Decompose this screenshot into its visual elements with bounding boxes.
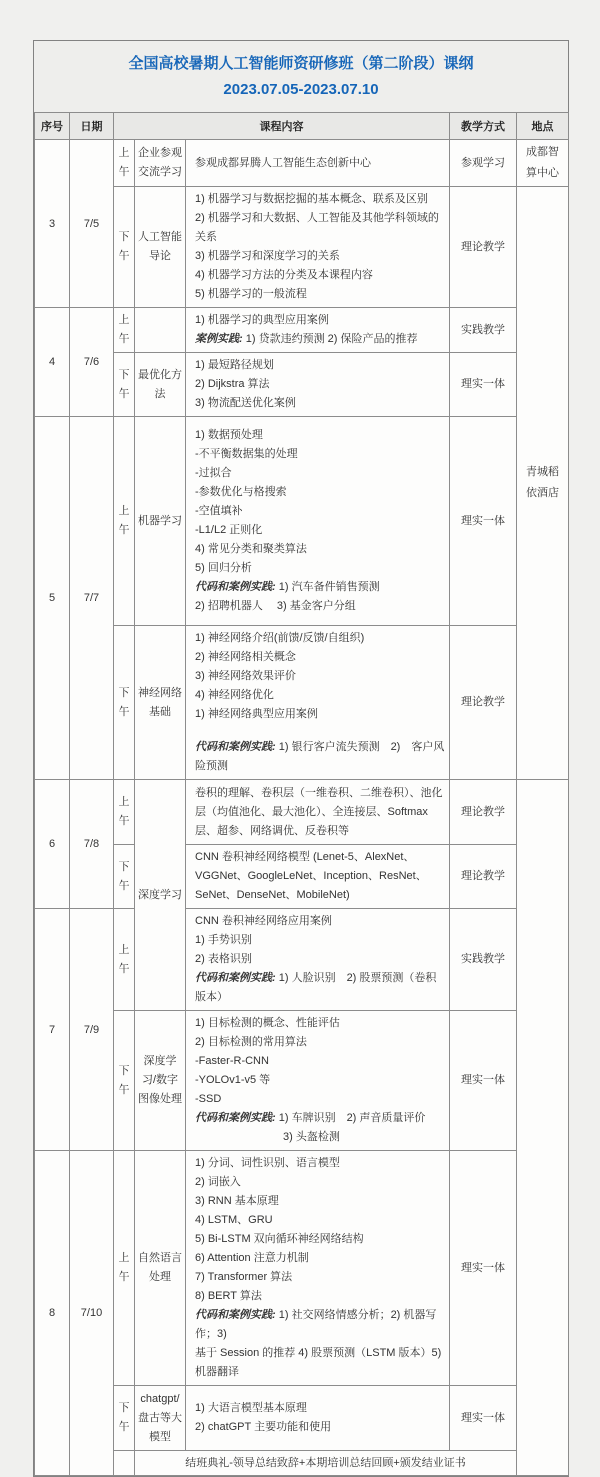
cell-method: 参观学习 (450, 140, 517, 187)
cell-date: 7/9 (70, 909, 114, 1151)
content-line: 1) 目标检测的概念、性能评估 (195, 1017, 340, 1029)
cell-date: 7/5 (70, 140, 114, 308)
cell-no: 5 (35, 417, 70, 780)
content-line: -空值填补 (195, 505, 243, 517)
column-header-no: 序号 (35, 113, 70, 140)
content-line: 4) LSTM、GRU (195, 1214, 273, 1226)
table-row (35, 417, 569, 626)
page-title: 全国高校暑期人工智能师资研修班（第二阶段）课纲 (128, 55, 474, 72)
cell-no: 6 (35, 780, 70, 909)
table-row (35, 353, 569, 417)
cell-method: 理实一体 (450, 417, 517, 626)
cell-topic (135, 308, 186, 353)
title-band (34, 41, 568, 112)
content-line: 1) 最短路径规划 (195, 359, 274, 371)
curriculum-table (34, 112, 569, 1476)
cell-method: 理实一体 (450, 1386, 517, 1451)
cell-method: 理实一体 (450, 353, 517, 417)
cell-topic: 企业参观交流学习 (135, 140, 186, 187)
content-line: 8) BERT 算法 (195, 1290, 262, 1302)
content-line: 案例实践: 1) 贷款违约预测 2) 保险产品的推荐 (195, 333, 418, 345)
cell-no: 8 (35, 1151, 70, 1476)
content-line: 2) Dijkstra 算法 (195, 378, 270, 390)
table-row (35, 1151, 569, 1386)
content-line: 3) 物流配送优化案例 (195, 397, 296, 409)
content-line: -不平衡数据集的处理 (195, 448, 298, 460)
content-line: 1) 分词、词性识别、语言模型 (195, 1157, 340, 1169)
table-row (35, 308, 569, 353)
cell-content (186, 140, 450, 187)
table-row (35, 845, 569, 909)
cell-period: 下午 (114, 1011, 135, 1151)
cell-topic: 最优化方法 (135, 353, 186, 417)
content-line: 1) 神经网络典型应用案例 (195, 708, 318, 720)
cell-content (186, 1011, 450, 1151)
cell-content (186, 1151, 450, 1386)
content-line: 4) 常见分类和聚类算法 (195, 543, 307, 555)
cell-topic: 深度学习 (135, 780, 186, 1011)
cell-period: 下午 (114, 187, 135, 308)
content-line: 代码和案例实践: 1) 人脸识别 2) 股票预测（卷积版本） (195, 972, 437, 1003)
cell-method: 理论教学 (450, 845, 517, 909)
cell-method: 理实一体 (450, 1151, 517, 1386)
cell-no: 3 (35, 140, 70, 308)
content-line: 5) 回归分析 (195, 562, 252, 574)
content-line: 1) 机器学习的典型应用案例 (195, 314, 329, 326)
content-line: -SSD (195, 1093, 222, 1105)
content-line: 代码和案例实践: 1) 车牌识别 2) 声音质量评价 (195, 1112, 426, 1124)
cell-topic: 人工智能导论 (135, 187, 186, 308)
cell-topic: 自然语言处理 (135, 1151, 186, 1386)
cell-method: 实践教学 (450, 308, 517, 353)
column-header-date: 日期 (70, 113, 114, 140)
cell-method: 实践教学 (450, 909, 517, 1011)
cell-method: 理实一体 (450, 1011, 517, 1151)
closing-ceremony-cell: 结班典礼-领导总结致辞+本期培训总结回顾+颁发结业证书 (135, 1451, 517, 1476)
cell-date: 7/8 (70, 780, 114, 909)
cell-method: 理论教学 (450, 626, 517, 780)
cell-topic: chatgpt/盘古等大模型 (135, 1386, 186, 1451)
content-line: -过拟合 (195, 467, 232, 479)
cell-method: 理论教学 (450, 187, 517, 308)
cell-period: 下午 (114, 353, 135, 417)
cell-content (186, 845, 450, 909)
cell-content (186, 417, 450, 626)
content-line: 3) RNN 基本原理 (195, 1195, 279, 1207)
cell-period: 下午 (114, 845, 135, 909)
table-row (35, 626, 569, 780)
cell-no: 4 (35, 308, 70, 417)
content-line: 6) Attention 注意力机制 (195, 1252, 309, 1264)
content-line: 5) Bi-LSTM 双向循环神经网络结构 (195, 1233, 364, 1245)
content-line: 4) 神经网络优化 (195, 689, 274, 701)
content-line: 代码和案例实践: 1) 汽车备件销售预测 (195, 581, 380, 593)
cell-period (114, 1451, 135, 1476)
content-line: 3) 神经网络效果评价 (195, 670, 296, 682)
table-row (35, 1011, 569, 1151)
table-row (35, 140, 569, 187)
date-range: 2023.07.05-2023.07.10 (223, 81, 379, 98)
cell-date: 7/6 (70, 308, 114, 417)
content-line: CNN 卷积神经网络模型 (Lenet-5、AlexNet、VGGNet、GoogleLeNet、Inception、ResNet、SeNet、DenseNet、MobileNet) (195, 851, 427, 901)
content-line: 1) 手势识别 (195, 934, 252, 946)
cell-topic: 机器学习 (135, 417, 186, 626)
cell-date: 7/7 (70, 417, 114, 780)
cell-content (186, 626, 450, 780)
cell-content (186, 1386, 450, 1451)
content-line: 2) 机器学习和大数据、人工智能及其他学科领域的关系 (195, 212, 439, 243)
content-line: 3) 头盔检测 (283, 1131, 340, 1143)
content-line: -YOLOv1-v5 等 (195, 1074, 271, 1086)
content-line: 参观成都昇腾人工智能生态创新中心 (195, 156, 371, 169)
cell-period: 上午 (114, 417, 135, 626)
content-line: -Faster-R-CNN (195, 1055, 269, 1067)
content-line: 1) 机器学习与数据挖掘的基本概念、联系及区别 (195, 193, 428, 205)
content-line: -参数优化与格搜索 (195, 486, 287, 498)
cell-topic: 深度学习/数字图像处理 (135, 1011, 186, 1151)
cell-location (517, 780, 569, 1476)
cell-no: 7 (35, 909, 70, 1151)
content-line: 5) 机器学习的一般流程 (195, 288, 307, 300)
column-header-location: 地点 (517, 113, 569, 140)
column-header-method: 教学方式 (450, 113, 517, 140)
cell-content (186, 308, 450, 353)
content-line: 2) 词嵌入 (195, 1176, 241, 1188)
content-line: 1) 神经网络介绍(前馈/反馈/自组织) (195, 632, 365, 644)
content-line: 代码和案例实践: 1) 社交网络情感分析；2) 机器写作；3) (195, 1309, 437, 1340)
cell-period: 下午 (114, 626, 135, 780)
cell-content (186, 909, 450, 1011)
table-row (35, 780, 569, 845)
table-row (35, 187, 569, 308)
schedule-table (33, 40, 569, 1477)
cell-content (186, 353, 450, 417)
content-line: 1) 数据预处理 (195, 429, 263, 441)
cell-period: 上午 (114, 780, 135, 845)
table-row (35, 1451, 569, 1476)
content-line: 1) 大语言模型基本原理 (195, 1402, 307, 1414)
table-row (35, 909, 569, 1011)
cell-period: 上午 (114, 140, 135, 187)
content-line: 3) 机器学习和深度学习的关系 (195, 250, 340, 262)
cell-content (186, 187, 450, 308)
content-line: 基于 Session 的推荐 4) 股票预测（LSTM 版本）5) 机器翻译 (195, 1347, 442, 1378)
column-header-content: 课程内容 (114, 113, 450, 140)
content-line: 2) 表格识别 (195, 953, 252, 965)
content-line: 2) 招聘机器人 3) 基金客户分组 (195, 600, 356, 612)
content-line: -L1/L2 正则化 (195, 524, 263, 536)
content-line: 代码和案例实践: 1) 银行客户流失预测 2) 客户风险预测 (195, 741, 445, 772)
content-line: 7) Transformer 算法 (195, 1271, 293, 1283)
cell-period: 下午 (114, 1386, 135, 1451)
cell-topic: 神经网络基础 (135, 626, 186, 780)
cell-content (186, 780, 450, 845)
cell-method: 理论教学 (450, 780, 517, 845)
cell-period: 上午 (114, 909, 135, 1011)
cell-location: 成都智算中心 (517, 140, 569, 187)
table-header-row (35, 113, 569, 140)
content-line: 2) 神经网络相关概念 (195, 651, 296, 663)
content-line: 卷积的理解、卷积层（一维卷积、二维卷积）、池化层（均值池化、最大池化）、全连接层、Softmax 层、超参、网络调优、反卷积等 (195, 786, 443, 837)
content-line: 4) 机器学习方法的分类及本课程内容 (195, 269, 373, 281)
cell-date: 7/10 (70, 1151, 114, 1476)
table-row (35, 1386, 569, 1451)
cell-location: 青城稻依酒店 (517, 187, 569, 780)
cell-period: 上午 (114, 308, 135, 353)
content-line: 2) 目标检测的常用算法 (195, 1036, 307, 1048)
content-line: CNN 卷积神经网络应用案例 (195, 915, 332, 927)
cell-period: 上午 (114, 1151, 135, 1386)
content-line: 2) chatGPT 主要功能和使用 (195, 1421, 332, 1433)
